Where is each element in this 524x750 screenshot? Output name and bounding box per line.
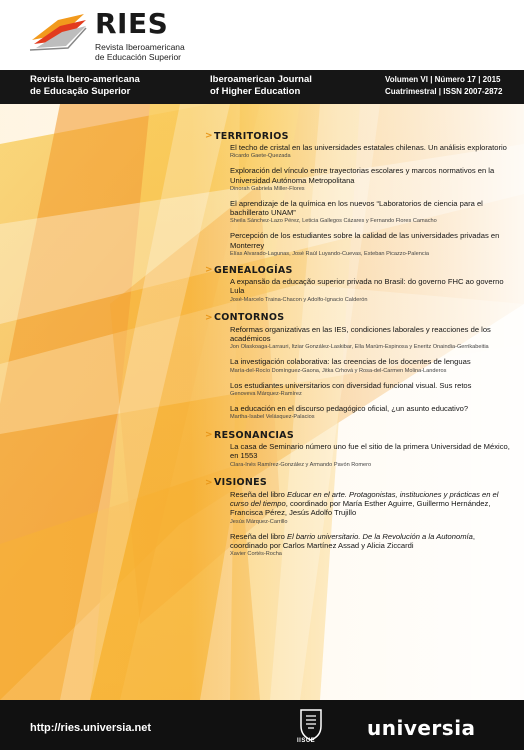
article-item[interactable] <box>230 277 514 304</box>
article-item[interactable] <box>230 199 514 226</box>
article-title-prefix: Reseña del libro <box>230 531 287 541</box>
logo-subtitle-line2: de Educación Superior <box>95 52 182 62</box>
issue-info <box>385 74 502 98</box>
article-item[interactable] <box>230 325 514 352</box>
table-of-contents <box>205 130 514 564</box>
article-author: Ricardo Gaete-Quezada <box>230 153 291 160</box>
title-portuguese-line1: Revista Ibero-americana <box>30 74 140 85</box>
section-title: VISIONES <box>214 477 268 489</box>
article-item[interactable] <box>230 143 514 160</box>
article-title: La educación en el discurso pedagógico oficial, ¿un asunto educativo? <box>230 403 469 413</box>
section-territorios <box>205 130 514 258</box>
article-author: Clara-Inés Ramírez-González y Armando Pavón Romero <box>230 461 372 468</box>
section-header <box>205 264 514 276</box>
article-title: El techo de cristal en las universidades estatales chilenas. Un análisis exploratorio <box>230 143 507 152</box>
article-title: Los estudiantes universitarios con diversidad funcional visual. Sus retos <box>230 380 472 390</box>
title-english <box>210 74 312 98</box>
article-item[interactable] <box>230 404 514 421</box>
section-title: RESONANCIAS <box>214 429 294 441</box>
article-item[interactable] <box>230 357 514 374</box>
article-title: Exploración del vínculo entre trayectorias escolares y marcos normativos en la Universidad Autónoma Metropolitana <box>230 166 495 185</box>
article-title: Reformas organizativas en las IES, condiciones laborales y reacciones de los académicos <box>230 324 491 343</box>
article-title: El aprendizaje de la química en los nuevos “Laboratorios de ciencia para el bachillerato UNAM” <box>230 198 483 218</box>
book-title: El barrio universitario. De la Revolución a la Autonomía <box>287 531 473 541</box>
article-author: Martha-Isabel Velásquez-Palacios <box>230 414 315 421</box>
article-title-suffix: , coordinado por María Esther Aguirre, Guillermo Hernández, Francisca Pérez, Jesús Adolfo Trujillo <box>230 499 491 518</box>
header-logo-area <box>0 0 524 70</box>
arrow-icon: > <box>205 265 213 276</box>
iisue-label: IISUE <box>297 738 316 744</box>
logo-subtitle <box>95 42 185 62</box>
article-item[interactable] <box>230 442 514 469</box>
article-author: Xavier Cortés-Rocha <box>230 551 282 558</box>
article-title: La casa de Seminario número uno fue el sitio de la primera Universidad de México, en 1553 <box>230 442 510 461</box>
section-header <box>205 429 514 441</box>
section-resonancias <box>205 429 514 469</box>
ries-book-logo-icon <box>28 10 90 54</box>
journal-url-link[interactable]: http://ries.universia.net <box>30 722 152 734</box>
title-english-line1: Iberoamerican Journal <box>210 74 312 85</box>
article-author: Genoveva Márquez-Ramírez <box>230 390 302 397</box>
footer-bar <box>0 700 524 750</box>
article-item[interactable] <box>230 532 514 559</box>
arrow-icon: > <box>205 131 213 141</box>
arrow-icon: > <box>205 312 213 323</box>
section-genealogias <box>205 264 514 304</box>
article-title <box>230 532 514 551</box>
logo-subtitle-line1: Revista Iberoamericana <box>95 42 185 52</box>
article-author: Jon Olaskoaga-Larrauri, Itziar González-Laskibar, Ella Marúm-Espinosa y Eneritz Onaindia-Gerrikabeitia <box>230 344 489 351</box>
section-title: CONTORNOS <box>214 312 285 324</box>
article-title: A expansão da educação superior privada no Brasil: do governo FHC ao governo Lula <box>230 277 504 296</box>
article-item[interactable] <box>230 490 514 526</box>
section-header <box>205 477 514 489</box>
article-author: Dinorah Gabriela Miller-Flores <box>230 185 305 192</box>
article-item[interactable] <box>230 381 514 398</box>
title-portuguese <box>30 74 140 98</box>
logo-title: RIES <box>95 7 169 40</box>
article-title <box>230 490 514 518</box>
article-item[interactable] <box>230 231 514 258</box>
article-author: Sheila Sánchez-Lazo Pérez, Leticia Gallegos Cázares y Fernando Flores Camacho <box>230 218 437 225</box>
arrow-icon: > <box>205 477 213 488</box>
section-contornos <box>205 312 514 421</box>
article-author: Jesús Márquez-Carrillo <box>230 518 288 525</box>
article-title: La investigación colaborativa: las creencias de los docentes de lenguas <box>230 357 471 367</box>
section-visiones <box>205 477 514 558</box>
arrow-icon: > <box>205 430 213 441</box>
issue-info-line1: Volumen VI | Número 17 | 2015 <box>385 75 501 84</box>
article-author: José-Marcelo Traina-Chacon y Adolfo-Ignacio Calderón <box>230 296 368 303</box>
article-author: María-del-Rocío Domínguez-Gaona, Jitka Crhová y Rosa-del-Carmen Molina-Landeros <box>230 367 447 374</box>
article-item[interactable] <box>230 166 514 193</box>
article-title-suffix: , coordinado por Carlos Martínez Assad y Alicia Ziccardi <box>230 531 475 550</box>
article-title: Percepción de los estudiantes sobre la calidad de las universidades privadas en Monterrey <box>230 231 500 250</box>
title-portuguese-line2: de Educação Superior <box>30 86 131 97</box>
issue-info-line2: Cuatrimestral | ISSN 2007-2872 <box>385 87 503 96</box>
book-title: Educar en el arte. Protagonistas, instituciones y prácticas en el curso del tiempo <box>230 489 499 509</box>
article-title-prefix: Reseña del libro <box>230 489 287 499</box>
section-title: GENEALOGÍAS <box>214 264 293 276</box>
section-header <box>205 312 514 324</box>
journal-title-bar <box>0 70 524 104</box>
universia-logo: universia <box>367 716 476 740</box>
section-title: TERRITORIOS <box>214 130 289 142</box>
article-author: Elías Alvarado-Lagunas, José Raúl Luyando-Cuevas, Esteban Picazzo-Palencia <box>230 251 430 258</box>
section-header <box>205 130 514 142</box>
title-english-line2: of Higher Education <box>210 86 301 97</box>
